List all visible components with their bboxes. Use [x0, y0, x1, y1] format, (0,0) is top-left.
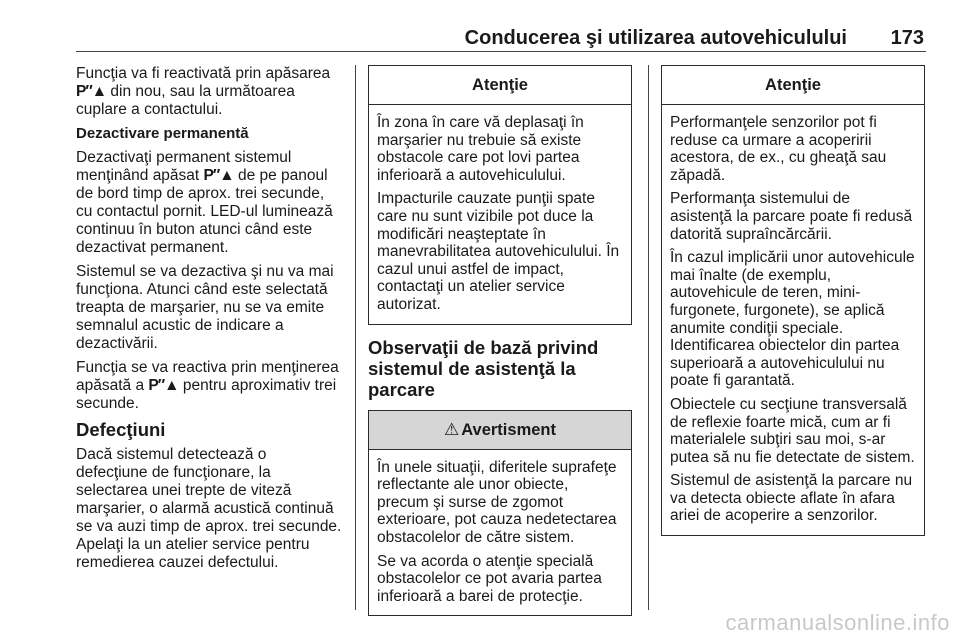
- caution-title: Atenţie: [369, 66, 631, 105]
- faults-text: Dacă sistemul detectează o defecţiune de funcţionare, la selectarea unei trepte de viteză marşarier, o alarmă acustică continuă se va auzi timp de aprox. trei secunde. Apelaţi la un atelier service pentru remedierea cauzei defectului.: [76, 446, 342, 571]
- column-1: [76, 65, 342, 578]
- warning-paragraph: Se va acorda o atenţie specială obstacolelor ce pot avaria partea inferioară a barei de protecţie.: [377, 552, 602, 605]
- header-rule: [76, 51, 926, 52]
- park-assist-button-icon: P″▲: [76, 83, 107, 100]
- caution-paragraph: În zona în care vă deplasaţi în marşarier nu trebuie să existe obstacole care pot lovi partea inferioară a autovehiculului.: [377, 114, 584, 184]
- column-2: [368, 65, 632, 616]
- caution-box: [368, 65, 632, 325]
- park-assist-button-icon: P″▲: [203, 167, 234, 184]
- header-title: Conducerea şi utilizarea autovehiculului: [464, 27, 847, 49]
- warning-box: [368, 410, 632, 617]
- caution-paragraph: În cazul implicării unor autovehicule mai înalte (de exemplu, autovehicule de teren, mini-furgonete, furgonete), se aplică anumite condiţii speciale. Identificarea obiectelor din partea superioară a autovehiculului nu poate fi garantată.: [670, 249, 915, 390]
- caution-paragraph: Obiectele cu secţiune transversală de reflexie foarte mică, cum ar fi materialele subţiri sau moi, s-ar putea să nu fie detectate de sistem.: [670, 395, 915, 466]
- deactivation-note: Sistemul se va dezactiva şi nu va mai funcţiona. Atunci când este selectată treapta de marşarier, nu se va emite semnalul acustic de indicare a dezactivării.: [76, 263, 334, 352]
- permanent-deactivation-text: Dezactivaţi permanent sistemul menţinând apăsat P″▲ de pe panoul de bord timp de aprox. trei secunde, cu contactul pornit. LED-ul luminează continuu în buton atunci când este dezactivat permanent.: [76, 149, 333, 256]
- page-number: 173: [890, 27, 924, 49]
- basic-notes-heading: Observaţii de bază privind sistemul de asistenţă la parcare: [368, 336, 599, 400]
- caution-paragraph: Performanţele senzorilor pot fi reduse ca urmare a acoperirii acestora, de ex., cu gheaţă sau zăpadă.: [670, 114, 887, 184]
- warning-paragraph: În unele situaţii, diferitele suprafeţe reflectante ale unor obiecte, precum şi surse de zgomot exterioare, pot cauza nedetectarea obstacolelor de către sistem.: [377, 458, 617, 546]
- warning-title-bar: [369, 411, 631, 450]
- caution-paragraph: Sistemul de asistenţă la parcare nu va detecta obiecte aflate în afara ariei de acoperire a senzorilor.: [670, 472, 913, 525]
- faults-heading: Defecţiuni: [76, 419, 166, 440]
- park-assist-button-icon: P″▲: [148, 377, 179, 394]
- permanent-deactivation-heading: Dezactivare permanentă: [76, 125, 249, 142]
- column-divider-2: [648, 65, 649, 610]
- page-header: [0, 0, 960, 60]
- caution-title: Atenţie: [662, 66, 924, 105]
- reactivation-text: Funcţia se va reactiva prin menţinerea apăsată a P″▲ pentru aproximativ trei secunde.: [76, 359, 339, 412]
- caution-box: [661, 65, 925, 536]
- caution-paragraph: Performanţa sistemului de asistenţă la parcare poate fi redusă datorită supraîncărcării.: [670, 190, 913, 243]
- warning-triangle-icon: ⚠: [443, 419, 460, 439]
- watermark: carmanualsonline.info: [725, 610, 950, 635]
- intro-paragraph: Funcţia va fi reactivată prin apăsarea P″▲ din nou, sau la următoarea cuplare a contactului.: [76, 65, 331, 118]
- warning-title: Avertisment: [461, 420, 556, 439]
- caution-paragraph: Impacturile cauzate punţii spate care nu sunt vizibile pot duce la modificări neaşteptate în manevrabilitatea autovehiculului. În cazul unui astfel de impact, contactaţi un atelier service autorizat.: [377, 190, 620, 313]
- column-divider-1: [355, 65, 356, 610]
- column-3: [661, 65, 925, 536]
